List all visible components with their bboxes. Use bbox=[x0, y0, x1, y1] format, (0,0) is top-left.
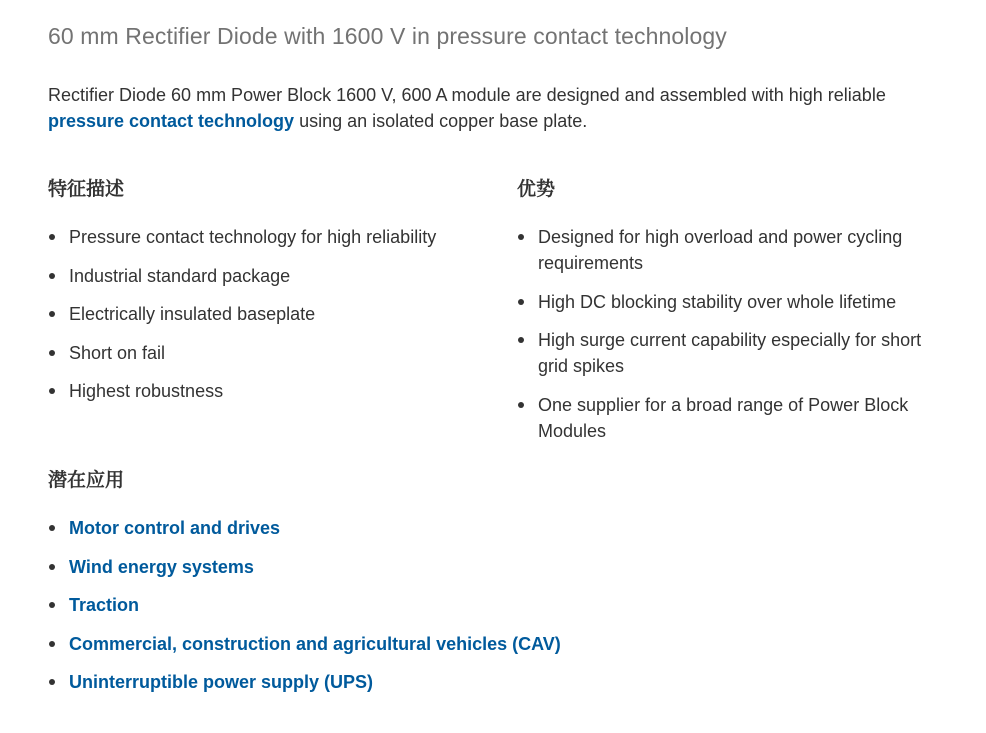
intro-paragraph bbox=[48, 82, 928, 134]
benefit-text: High surge current capability especially for short grid spikes bbox=[538, 330, 922, 376]
feature-text: Industrial standard package bbox=[69, 265, 291, 286]
bullet-icon bbox=[49, 641, 55, 647]
feature-text: Short on fail bbox=[69, 342, 166, 363]
intro-text-before: Rectifier Diode 60 mm Power Block 1600 V, 600 A module are designed and assembled with high reliable bbox=[48, 85, 886, 105]
benefit-text: Designed for high overload and power cycling requirements bbox=[538, 227, 903, 273]
bullet-icon bbox=[49, 234, 55, 240]
application-link[interactable]: Commercial, construction and agricultural vehicles (CAV) bbox=[69, 633, 561, 654]
list-item bbox=[48, 669, 748, 695]
features-heading: 特征描述 bbox=[48, 179, 125, 200]
list-item bbox=[48, 340, 488, 366]
benefits-heading: 优势 bbox=[517, 179, 556, 200]
application-link[interactable]: Motor control and drives bbox=[69, 518, 281, 538]
bullet-icon bbox=[49, 564, 55, 570]
application-link[interactable]: Wind energy systems bbox=[69, 556, 254, 577]
bullet-icon bbox=[49, 388, 55, 394]
feature-text: Highest robustness bbox=[69, 381, 224, 401]
product-description bbox=[48, 20, 948, 692]
application-link[interactable]: Traction bbox=[69, 595, 140, 615]
list-item bbox=[48, 554, 748, 580]
list-item bbox=[517, 289, 947, 315]
list-item bbox=[48, 631, 748, 657]
benefit-text: High DC blocking stability over whole lifetime bbox=[538, 291, 897, 312]
bullet-icon bbox=[49, 273, 55, 279]
bullet-icon bbox=[518, 337, 524, 343]
bullet-icon bbox=[518, 299, 524, 305]
list-item bbox=[48, 263, 488, 289]
benefits-list bbox=[517, 224, 947, 456]
list-item bbox=[517, 224, 947, 276]
bullet-icon bbox=[518, 402, 524, 408]
list-item bbox=[48, 224, 488, 250]
bullet-icon bbox=[49, 602, 55, 608]
list-item bbox=[48, 515, 748, 541]
features-list bbox=[48, 224, 488, 417]
list-item bbox=[48, 592, 748, 618]
bullet-icon bbox=[49, 311, 55, 317]
application-link[interactable]: Uninterruptible power supply (UPS) bbox=[69, 672, 374, 692]
benefit-text: One supplier for a broad range of Power Block Modules bbox=[538, 394, 909, 441]
page-title: 60 mm Rectifier Diode with 1600 V in pressure contact technology bbox=[48, 23, 727, 49]
bullet-icon bbox=[49, 525, 55, 531]
applications-heading: 潜在应用 bbox=[48, 470, 125, 491]
list-item bbox=[517, 392, 947, 444]
intro-text-after: using an isolated copper base plate. bbox=[294, 111, 588, 131]
list-item bbox=[517, 327, 947, 379]
feature-text: Electrically insulated baseplate bbox=[69, 304, 316, 324]
bullet-icon bbox=[49, 350, 55, 356]
bullet-icon bbox=[49, 679, 55, 685]
list-item bbox=[48, 301, 488, 327]
applications-list bbox=[48, 515, 748, 708]
bullet-icon bbox=[518, 234, 524, 240]
pressure-contact-technology-link[interactable]: pressure contact technology bbox=[48, 111, 295, 131]
list-item bbox=[48, 378, 488, 404]
feature-text: Pressure contact technology for high reliability bbox=[69, 227, 437, 247]
